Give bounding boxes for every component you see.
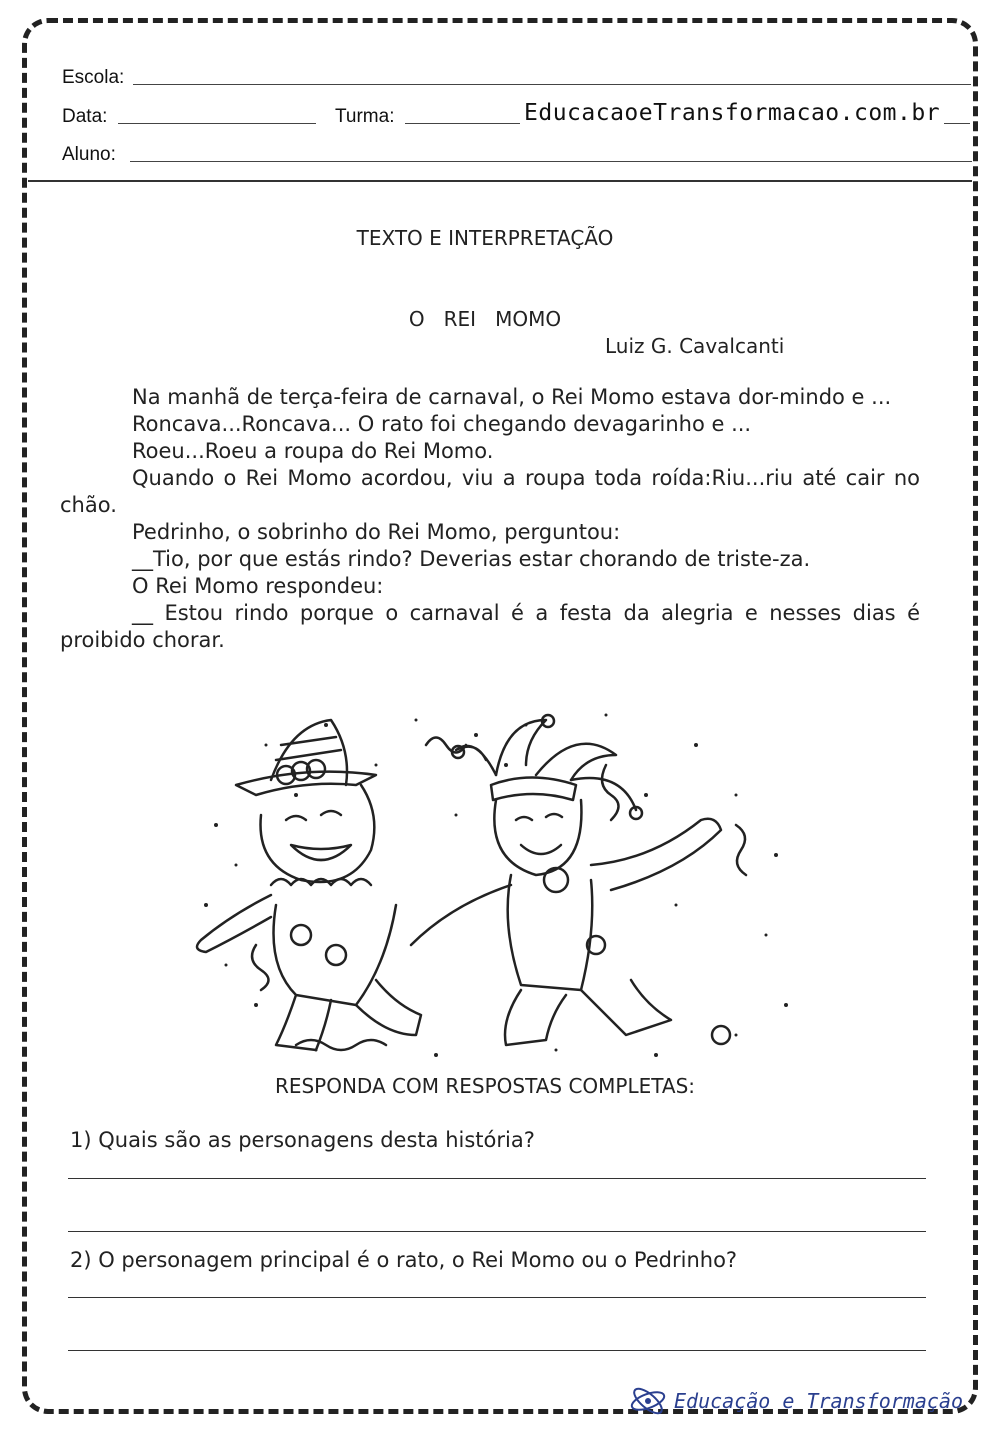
story-paragraph: Roeu...Roeu a roupa do Rei Momo. bbox=[132, 439, 494, 463]
answer-line[interactable] bbox=[68, 1231, 926, 1232]
respond-heading: RESPONDA COM RESPOSTAS COMPLETAS: bbox=[274, 1074, 696, 1098]
story-paragraph: Roncava...Roncava... O rato foi chegando devagarinho e ... bbox=[132, 412, 752, 436]
escola-field[interactable] bbox=[133, 84, 971, 85]
carnival-illustration bbox=[176, 705, 816, 1075]
logo-text: Educação e Transformação bbox=[674, 1389, 963, 1413]
data-label: Data: bbox=[62, 106, 108, 127]
story-author: Luiz G. Cavalcanti bbox=[605, 334, 785, 358]
aluno-label: Aluno: bbox=[62, 144, 116, 165]
answer-line[interactable] bbox=[68, 1178, 926, 1179]
story-paragraph: O Rei Momo respondeu: bbox=[132, 574, 384, 598]
story-paragraph: __ Estou rindo porque o carnaval é a festa da alegria e nesses dias é proibido chorar. bbox=[60, 601, 920, 652]
story-paragraph: __Tio, por que estás rindo? Deverias estar chorando de triste-za. bbox=[132, 547, 811, 571]
story-text bbox=[60, 384, 920, 654]
atom-icon bbox=[628, 1385, 668, 1417]
aluno-field[interactable] bbox=[130, 161, 972, 162]
site-url: EducacaoeTransformacao.com.br bbox=[520, 100, 944, 126]
story-title: O REI MOMO bbox=[408, 307, 562, 331]
header-separator bbox=[28, 180, 972, 182]
story-paragraph: Pedrinho, o sobrinho do Rei Momo, perguntou: bbox=[132, 520, 621, 544]
question-1: 1) Quais são as personagens desta história? bbox=[70, 1128, 535, 1152]
turma-label: Turma: bbox=[335, 106, 395, 127]
story-paragraph: Quando o Rei Momo acordou, viu a roupa toda roída:Riu...riu até cair no chão. bbox=[60, 466, 920, 517]
data-field[interactable] bbox=[118, 123, 316, 124]
worksheet-title: TEXTO E INTERPRETAÇÃO bbox=[356, 226, 614, 250]
answer-line[interactable] bbox=[68, 1350, 926, 1351]
escola-label: Escola: bbox=[62, 67, 125, 88]
story-paragraph: Na manhã de terça-feira de carnaval, o Rei Momo estava dor-mindo e ... bbox=[132, 385, 892, 409]
footer-logo bbox=[628, 1385, 963, 1417]
question-2: 2) O personagem principal é o rato, o Rei Momo ou o Pedrinho? bbox=[70, 1248, 738, 1272]
answer-line[interactable] bbox=[68, 1297, 926, 1298]
